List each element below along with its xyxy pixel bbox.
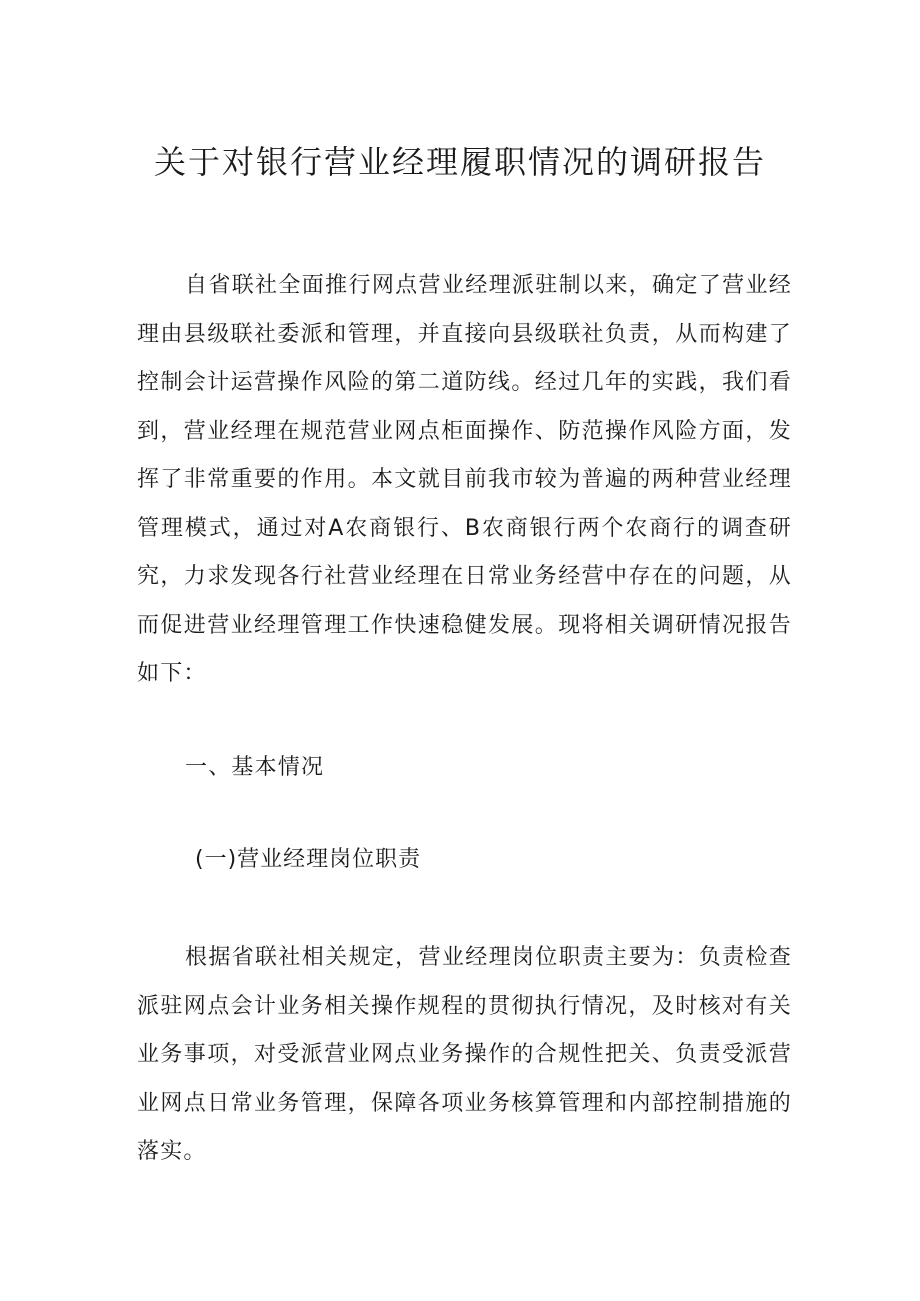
subsection-heading-job-duties: (一)营业经理岗位职责 [195, 847, 422, 872]
job-duties-paragraph: 根据省联社相关规定，营业经理岗位职责主要为：负责检查派驻网点会计业务相关操作规程的贯彻执行情况，及时核对有关业务事项，对受派营业网点业务操作的合规性把关、负责受派营业网点日常业务管理，保障各项业务核算管理和内部控制措施的落实。 [137, 945, 792, 1164]
document-title: 关于对银行营业经理履职情况的调研报告 [153, 143, 766, 181]
section-heading-basic-situation: 一、基本情况 [185, 755, 325, 780]
intro-paragraph: 自省联社全面推行网点营业经理派驻制以来，确定了营业经理由县级联社委派和管理，并直接向县级联社负责，从而构建了控制会计运营操作风险的第二道防线。经过几年的实践，我们看到，营业经理在规范营业网点柜面操作、防范操作风险方面，发挥了非常重要的作用。本文就目前我市较为普遍的两种营业经理管理模式，通过对A农商银行、B农商银行两个农商行的调查研究，力求发现各行社营业经理在日常业务经营中存在的问题，从而促进营业经理管理工作快速稳健发展。现将相关调研情况报告如下： [137, 273, 792, 686]
